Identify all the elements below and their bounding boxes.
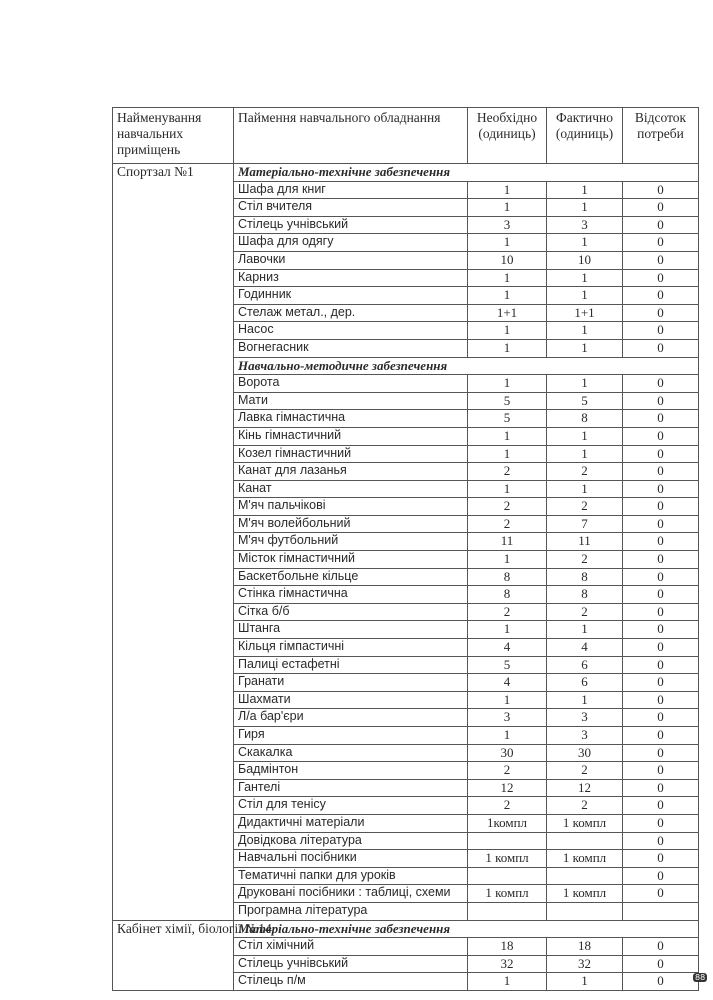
required-count: 8: [468, 568, 547, 586]
item-name: Канат: [234, 480, 468, 498]
actual-count: 1 компл: [547, 885, 623, 903]
item-name: Стіл для тенісу: [234, 797, 468, 815]
item-name: Шафа для одягу: [234, 234, 468, 252]
header-actual: Фактично (одиниць): [547, 108, 623, 164]
item-name: Лавочки: [234, 251, 468, 269]
item-name: Дидактичні матеріали: [234, 814, 468, 832]
required-count: 1: [468, 375, 547, 393]
item-name: Програмна література: [234, 902, 468, 920]
percent-value: 0: [623, 867, 699, 885]
room-name: Спортзал №1: [113, 164, 234, 921]
percent-value: 0: [623, 287, 699, 305]
actual-count: 8: [547, 568, 623, 586]
percent-value: 0: [623, 533, 699, 551]
item-name: М'яч футбольний: [234, 533, 468, 551]
percent-value: 0: [623, 762, 699, 780]
actual-count: 30: [547, 744, 623, 762]
percent-value: 0: [623, 744, 699, 762]
actual-count: 3: [547, 709, 623, 727]
percent-value: 0: [623, 691, 699, 709]
actual-count: 1: [547, 973, 623, 991]
actual-count: 3: [547, 727, 623, 745]
actual-count: 1: [547, 375, 623, 393]
header-required: Необхідно (одиниць): [468, 108, 547, 164]
page-number-badge: 88: [695, 973, 706, 982]
percent-value: [623, 902, 699, 920]
item-name: Стелаж метал., дер.: [234, 304, 468, 322]
actual-count: 1: [547, 445, 623, 463]
item-name: Карниз: [234, 269, 468, 287]
item-name: Стіл вчителя: [234, 199, 468, 217]
percent-value: 0: [623, 797, 699, 815]
item-name: Тематичні папки для уроків: [234, 867, 468, 885]
item-name: Навчальні посібники: [234, 850, 468, 868]
percent-value: 0: [623, 779, 699, 797]
required-count: 8: [468, 586, 547, 604]
item-name: Гантелі: [234, 779, 468, 797]
item-name: Лавка гімнастична: [234, 410, 468, 428]
item-name: Довідкова література: [234, 832, 468, 850]
required-count: 1: [468, 621, 547, 639]
percent-value: 0: [623, 322, 699, 340]
item-name: Баскетбольне кільце: [234, 568, 468, 586]
item-name: Л/а бар'єри: [234, 709, 468, 727]
required-count: 1: [468, 339, 547, 357]
item-name: Місток гімнастичний: [234, 551, 468, 569]
percent-value: 0: [623, 603, 699, 621]
actual-count: 10: [547, 251, 623, 269]
actual-count: 1: [547, 234, 623, 252]
required-count: 1: [468, 480, 547, 498]
required-count: 1: [468, 269, 547, 287]
required-count: 5: [468, 392, 547, 410]
actual-count: 1: [547, 287, 623, 305]
percent-value: 0: [623, 199, 699, 217]
required-count: 1: [468, 322, 547, 340]
actual-count: 1+1: [547, 304, 623, 322]
item-name: Стілець п/м: [234, 973, 468, 991]
item-name: Стілець учнівський: [234, 955, 468, 973]
item-name: Друковані посібники : таблиці, схеми: [234, 885, 468, 903]
required-count: 1: [468, 691, 547, 709]
required-count: 1+1: [468, 304, 547, 322]
header-room: Найменування навчальних приміщень: [113, 108, 234, 164]
required-count: 1: [468, 973, 547, 991]
required-count: 11: [468, 533, 547, 551]
actual-count: [547, 902, 623, 920]
header-percent: Відсоток потреби: [623, 108, 699, 164]
required-count: 1: [468, 727, 547, 745]
item-name: Шахмати: [234, 691, 468, 709]
section-title: Навчально-методичне забезпечення: [234, 357, 699, 375]
percent-value: 0: [623, 885, 699, 903]
actual-count: 1: [547, 427, 623, 445]
percent-value: 0: [623, 973, 699, 991]
required-count: 1 компл: [468, 850, 547, 868]
actual-count: 6: [547, 656, 623, 674]
actual-count: 1: [547, 621, 623, 639]
required-count: 1: [468, 234, 547, 252]
required-count: 1: [468, 181, 547, 199]
section-title: Матеріально-технічне забезпечення: [234, 164, 699, 182]
percent-value: 0: [623, 181, 699, 199]
required-count: 10: [468, 251, 547, 269]
actual-count: 2: [547, 463, 623, 481]
actual-count: 8: [547, 586, 623, 604]
section-row: [113, 920, 699, 938]
required-count: 1 компл: [468, 885, 547, 903]
required-count: 12: [468, 779, 547, 797]
percent-value: 0: [623, 269, 699, 287]
percent-value: 0: [623, 480, 699, 498]
percent-value: 0: [623, 234, 699, 252]
percent-value: 0: [623, 938, 699, 956]
item-name: Ворота: [234, 375, 468, 393]
actual-count: 2: [547, 551, 623, 569]
header-row: [113, 108, 699, 164]
required-count: 2: [468, 463, 547, 481]
item-name: Годинник: [234, 287, 468, 305]
item-name: Кільця гімпастичні: [234, 639, 468, 657]
item-name: Козел гімнастичний: [234, 445, 468, 463]
percent-value: 0: [623, 251, 699, 269]
actual-count: 18: [547, 938, 623, 956]
required-count: 2: [468, 762, 547, 780]
item-name: Стілець учнівський: [234, 216, 468, 234]
percent-value: 0: [623, 568, 699, 586]
percent-value: 0: [623, 515, 699, 533]
table-body: [113, 164, 699, 991]
actual-count: 11: [547, 533, 623, 551]
section-row: [113, 164, 699, 182]
percent-value: 0: [623, 621, 699, 639]
item-name: Насос: [234, 322, 468, 340]
header-equipment: Паймення навчального обладнання: [234, 108, 468, 164]
actual-count: 1: [547, 199, 623, 217]
required-count: 2: [468, 797, 547, 815]
item-name: Бадмінтон: [234, 762, 468, 780]
actual-count: [547, 867, 623, 885]
actual-count: 1: [547, 480, 623, 498]
actual-count: 1 компл: [547, 850, 623, 868]
actual-count: 4: [547, 639, 623, 657]
actual-count: 1: [547, 339, 623, 357]
percent-value: 0: [623, 551, 699, 569]
required-count: 2: [468, 515, 547, 533]
percent-value: 0: [623, 955, 699, 973]
actual-count: 2: [547, 762, 623, 780]
required-count: [468, 832, 547, 850]
actual-count: 2: [547, 498, 623, 516]
percent-value: 0: [623, 375, 699, 393]
actual-count: 2: [547, 797, 623, 815]
actual-count: 12: [547, 779, 623, 797]
item-name: Мати: [234, 392, 468, 410]
percent-value: 0: [623, 656, 699, 674]
item-name: Штанга: [234, 621, 468, 639]
actual-count: 1: [547, 269, 623, 287]
required-count: 1компл: [468, 814, 547, 832]
required-count: 30: [468, 744, 547, 762]
percent-value: 0: [623, 216, 699, 234]
item-name: Скакалка: [234, 744, 468, 762]
required-count: 18: [468, 938, 547, 956]
required-count: 4: [468, 639, 547, 657]
percent-value: 0: [623, 445, 699, 463]
actual-count: 32: [547, 955, 623, 973]
item-name: М'яч волейбольний: [234, 515, 468, 533]
required-count: 2: [468, 603, 547, 621]
item-name: Канат для лазанья: [234, 463, 468, 481]
percent-value: 0: [623, 814, 699, 832]
item-name: Гранати: [234, 674, 468, 692]
required-count: 1: [468, 199, 547, 217]
item-name: Палиці естафетні: [234, 656, 468, 674]
item-name: Стінка гімнастична: [234, 586, 468, 604]
required-count: 1: [468, 551, 547, 569]
percent-value: 0: [623, 709, 699, 727]
item-name: Сітка б/б: [234, 603, 468, 621]
required-count: 1: [468, 445, 547, 463]
section-title: Матеріально-технічне забезпечення: [234, 920, 699, 938]
actual-count: 6: [547, 674, 623, 692]
required-count: 3: [468, 216, 547, 234]
percent-value: 0: [623, 410, 699, 428]
required-count: 2: [468, 498, 547, 516]
item-name: Шафа для книг: [234, 181, 468, 199]
required-count: 1: [468, 427, 547, 445]
required-count: [468, 867, 547, 885]
item-name: Вогнегасник: [234, 339, 468, 357]
actual-count: [547, 832, 623, 850]
room-name: Кабінет хімії, біології №14: [113, 920, 234, 990]
actual-count: 2: [547, 603, 623, 621]
percent-value: 0: [623, 463, 699, 481]
actual-count: 5: [547, 392, 623, 410]
actual-count: 1: [547, 181, 623, 199]
equipment-table: [112, 107, 699, 991]
percent-value: 0: [623, 727, 699, 745]
actual-count: 3: [547, 216, 623, 234]
item-name: Гиря: [234, 727, 468, 745]
actual-count: 1 компл: [547, 814, 623, 832]
required-count: 32: [468, 955, 547, 973]
percent-value: 0: [623, 850, 699, 868]
percent-value: 0: [623, 832, 699, 850]
percent-value: 0: [623, 586, 699, 604]
required-count: [468, 902, 547, 920]
percent-value: 0: [623, 639, 699, 657]
item-name: Кінь гімнастичний: [234, 427, 468, 445]
percent-value: 0: [623, 339, 699, 357]
percent-value: 0: [623, 498, 699, 516]
required-count: 1: [468, 287, 547, 305]
actual-count: 8: [547, 410, 623, 428]
percent-value: 0: [623, 392, 699, 410]
actual-count: 1: [547, 322, 623, 340]
required-count: 5: [468, 656, 547, 674]
actual-count: 7: [547, 515, 623, 533]
item-name: М'яч пальчікові: [234, 498, 468, 516]
item-name: Стіл хімічний: [234, 938, 468, 956]
required-count: 5: [468, 410, 547, 428]
actual-count: 1: [547, 691, 623, 709]
required-count: 4: [468, 674, 547, 692]
percent-value: 0: [623, 304, 699, 322]
required-count: 3: [468, 709, 547, 727]
percent-value: 0: [623, 674, 699, 692]
percent-value: 0: [623, 427, 699, 445]
